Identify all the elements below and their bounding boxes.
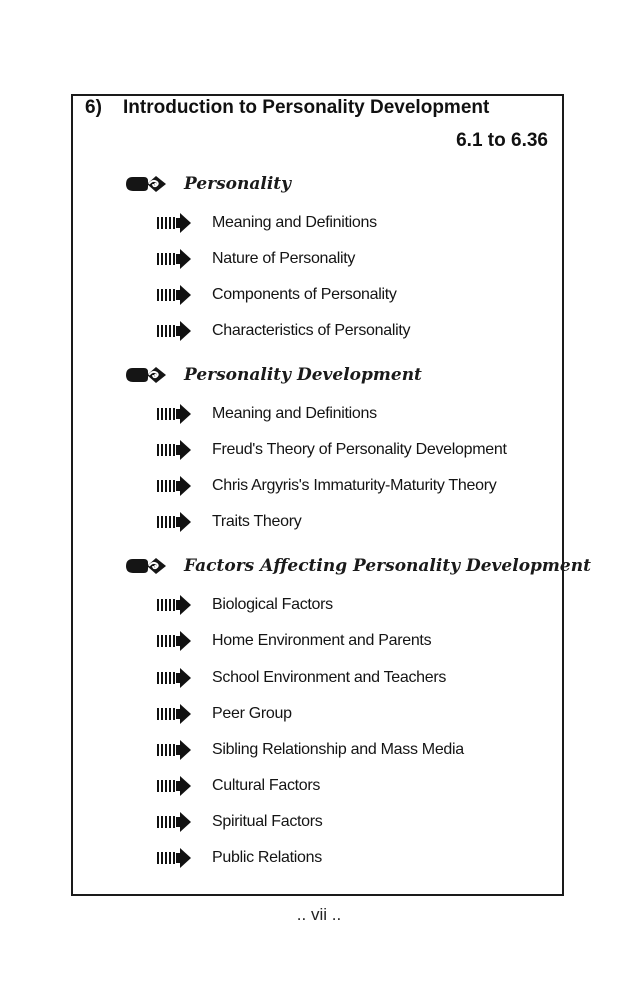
arrow-bullet-icon [156,475,192,497]
arrow-bullet-icon [156,248,192,270]
list-item [156,630,431,652]
list-item [156,594,333,616]
arrow-bullet-icon [156,403,192,425]
list-item-label: Cultural Factors [212,777,321,794]
list-item [156,775,320,797]
feather-bullet-icon [124,364,168,386]
list-item [156,811,323,833]
list-item-label: Characteristics of Personality [212,322,411,339]
arrow-bullet-icon [156,739,192,761]
list-item [156,739,464,761]
list-item [156,284,397,306]
arrow-bullet-icon [156,667,192,689]
arrow-bullet-icon [156,320,192,342]
list-item-label: Components of Personality [212,286,397,303]
arrow-bullet-icon [156,811,192,833]
chapter-page-range: 6.1 to 6.36 [456,130,548,151]
list-item-label: Nature of Personality [212,250,356,267]
arrow-bullet-icon [156,212,192,234]
list-item-label: Freud's Theory of Personality Development [212,441,507,458]
list-item [156,248,355,270]
list-item [156,511,301,533]
chapter-number: 6) [85,97,102,118]
section-title: Personality [184,174,292,194]
list-item [156,320,410,342]
chapter-title: Introduction to Personality Development [123,97,490,118]
page-number: .. vii .. [296,905,342,924]
list-item [156,212,377,234]
feather-bullet-icon [124,173,168,195]
arrow-bullet-icon [156,703,192,725]
list-item-label: Peer Group [212,705,292,722]
list-item [156,667,446,689]
arrow-bullet-icon [156,284,192,306]
list-item [156,475,496,497]
arrow-bullet-icon [156,775,192,797]
section-heading-personality [124,173,291,195]
list-item [156,847,322,869]
list-item-label: Public Relations [212,849,322,866]
list-item-label: Meaning and Definitions [212,405,377,422]
section-heading-factors [124,555,591,577]
list-item [156,703,292,725]
list-item-label: Home Environment and Parents [212,632,432,649]
list-item-label: Spiritual Factors [212,813,323,830]
list-item [156,403,377,425]
arrow-bullet-icon [156,594,192,616]
arrow-bullet-icon [156,439,192,461]
arrow-bullet-icon [156,847,192,869]
list-item-label: Sibling Relationship and Mass Media [212,741,464,758]
list-item-label: Chris Argyris's Immaturity-Maturity Theory [212,477,497,494]
arrow-bullet-icon [156,511,192,533]
list-item-label: Biological Factors [212,596,333,613]
section-title: Factors Affecting Personality Development [184,556,591,576]
feather-bullet-icon [124,555,168,577]
section-title: Personality Development [184,365,422,385]
list-item-label: Meaning and Definitions [212,214,377,231]
list-item-label: Traits Theory [212,513,302,530]
arrow-bullet-icon [156,630,192,652]
list-item [156,439,507,461]
list-item-label: School Environment and Teachers [212,669,447,686]
section-heading-personality-development [124,364,422,386]
